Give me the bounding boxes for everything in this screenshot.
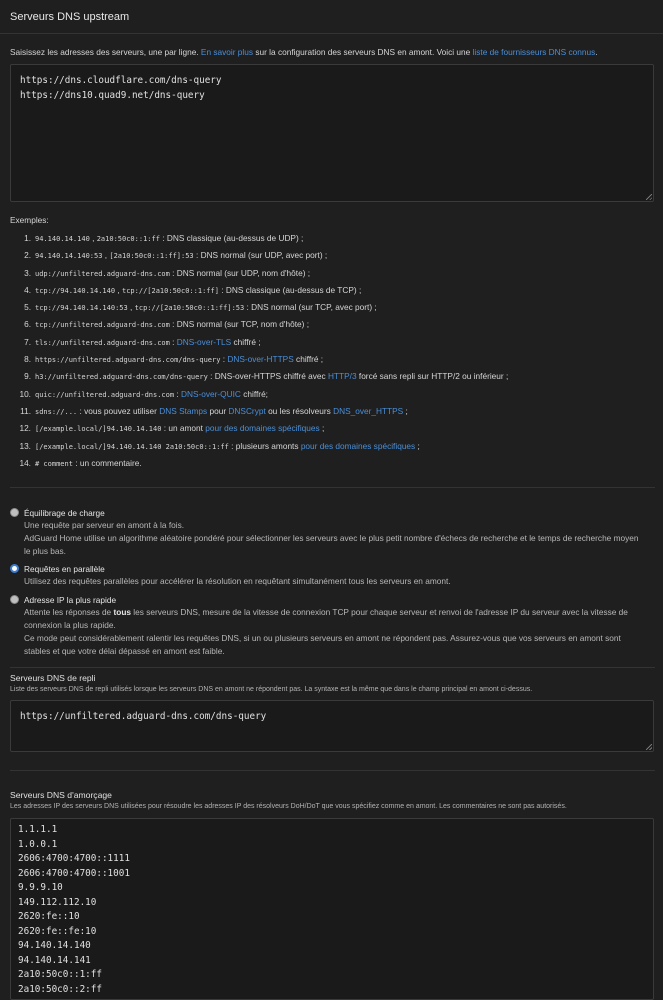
bootstrap-title: Serveurs DNS d'amorçage bbox=[10, 790, 112, 800]
example-code: tcp://[2a10:50c0::1:ff] bbox=[122, 286, 219, 295]
example-link[interactable]: HTTP/3 bbox=[327, 371, 357, 382]
examples-label: Exemples: bbox=[10, 215, 49, 225]
divider bbox=[10, 667, 655, 668]
example-code: # comment bbox=[35, 459, 73, 468]
fallback-lines bbox=[20, 709, 653, 724]
example-text: , bbox=[115, 284, 122, 295]
upstream-instructions bbox=[10, 47, 655, 57]
radio-label: Adresse IP la plus rapide bbox=[24, 595, 117, 605]
desc-text: Attente les réponses de bbox=[24, 607, 114, 617]
example-item bbox=[14, 230, 508, 247]
desc-line: Ce mode peut considérablement ralentir les requêtes DNS, si un ou plusieurs serveurs en amont ne répondent pas. Assurez-vous que vos serveurs en amont sont stables et que votre délai dépassé en amont est faible. bbox=[24, 633, 621, 656]
example-number: 1. bbox=[24, 233, 31, 243]
bootstrap-line: 2620:fe::10 bbox=[18, 911, 80, 922]
example-text: ; bbox=[415, 440, 420, 451]
fallback-servers-textarea[interactable] bbox=[10, 700, 654, 752]
desc-bold: tous bbox=[113, 607, 131, 617]
divider bbox=[10, 770, 655, 771]
example-item bbox=[14, 351, 508, 368]
example-code: udp://unfiltered.adguard-dns.com bbox=[35, 269, 170, 278]
fallback-title: Serveurs DNS de repli bbox=[10, 673, 96, 683]
example-link[interactable]: pour des domaines spécifiques bbox=[300, 440, 416, 451]
desc-line bbox=[24, 606, 646, 632]
example-text: : DNS normal (sur UDP, nom d'hôte) ; bbox=[169, 267, 311, 278]
example-number: 3. bbox=[24, 267, 31, 278]
radio-description bbox=[24, 606, 646, 658]
example-item bbox=[14, 368, 508, 385]
example-code: [/example.local/]94.140.14.140 bbox=[35, 425, 162, 434]
desc-line: Utilisez des requêtes parallèles pour accélérer la résolution en requêtant simultanément tous les serveurs en amont. bbox=[24, 576, 451, 586]
example-number: 6. bbox=[24, 319, 31, 330]
example-text: : bbox=[220, 354, 228, 365]
example-item bbox=[14, 282, 508, 299]
fallback-description: Liste des serveurs DNS de repli utilisés lorsque les serveurs DNS en amont ne répondent pas. La syntaxe est la même que dans le champ principal en amont ci-dessus. bbox=[10, 686, 533, 693]
example-text: pour bbox=[207, 405, 229, 416]
divider bbox=[10, 487, 655, 488]
example-text: chiffré ; bbox=[231, 336, 261, 347]
example-text: chiffré; bbox=[240, 388, 268, 399]
bootstrap-line: 2620:fe::fe:10 bbox=[18, 925, 97, 937]
bootstrap-line: 1.1.1.1 bbox=[18, 824, 58, 835]
radio-load-balance[interactable] bbox=[10, 508, 19, 517]
example-link[interactable]: DNS-over-TLS bbox=[176, 336, 232, 347]
example-item bbox=[14, 316, 508, 333]
radio-label: Équilibrage de charge bbox=[24, 508, 105, 518]
example-item bbox=[14, 438, 508, 455]
upstream-line: https://dns.cloudflare.com/dns-query bbox=[20, 75, 222, 86]
example-code: tls://unfiltered.adguard-dns.com bbox=[35, 338, 170, 347]
example-number: 12. bbox=[19, 423, 31, 434]
radio-description bbox=[24, 519, 646, 558]
example-link[interactable]: DNS Stamps bbox=[159, 405, 208, 416]
example-code: tcp://unfiltered.adguard-dns.com bbox=[35, 321, 170, 330]
example-item bbox=[14, 265, 508, 282]
example-text: ; bbox=[319, 423, 325, 434]
bootstrap-line: 2606:4700:4700::1111 bbox=[18, 853, 130, 864]
example-text: : DNS classique (au-dessus de TCP) ; bbox=[218, 284, 362, 295]
examples-list bbox=[14, 230, 508, 472]
example-code: https://unfiltered.adguard-dns.com/dns-query bbox=[35, 356, 221, 365]
bootstrap-line: 2a10:50c0::2:ff bbox=[18, 983, 102, 995]
example-text: : un amont bbox=[161, 423, 206, 434]
bootstrap-line: 2a10:50c0::1:ff bbox=[18, 969, 102, 980]
upstream-line: https://dns10.quad9.net/dns-query bbox=[20, 90, 205, 101]
example-number: 10. bbox=[19, 388, 31, 399]
example-link[interactable]: DNS-over-HTTPS bbox=[227, 354, 294, 365]
example-text: forcé sans repli sur HTTP/2 ou inférieur ; bbox=[356, 371, 509, 382]
example-number: 2. bbox=[24, 250, 31, 261]
example-text: ; bbox=[403, 405, 408, 416]
example-link[interactable]: pour des domaines spécifiques bbox=[205, 423, 320, 434]
upstream-lines bbox=[20, 73, 653, 103]
example-text: : DNS-over-HTTPS chiffré avec bbox=[207, 371, 328, 382]
example-code: 94.140.14.140 bbox=[35, 235, 90, 243]
example-item bbox=[14, 403, 508, 420]
bootstrap-line: 94.140.14.141 bbox=[18, 954, 91, 966]
example-code: h3://unfiltered.adguard-dns.com/dns-query bbox=[35, 373, 208, 382]
example-code: 2a10:50c0::1:ff bbox=[96, 235, 160, 243]
example-text: : vous pouvez utiliser bbox=[77, 405, 160, 416]
example-code: quic://unfiltered.adguard-dns.com bbox=[35, 390, 175, 399]
example-item bbox=[14, 334, 508, 351]
intro-text: . bbox=[595, 47, 598, 57]
example-text: : DNS classique (au-dessus de UDP) ; bbox=[159, 233, 304, 243]
bootstrap-line: 9.9.9.10 bbox=[18, 882, 63, 893]
example-item bbox=[14, 386, 508, 403]
desc-line: Une requête par serveur en amont à la fois. bbox=[24, 520, 185, 530]
example-text: : plusieurs amonts bbox=[228, 440, 301, 451]
page-title: Serveurs DNS upstream bbox=[10, 11, 130, 23]
example-text: : DNS normal (sur TCP, avec port) ; bbox=[244, 302, 377, 313]
example-code: tcp://94.140.14.140:53 bbox=[35, 304, 128, 313]
example-code: tcp://94.140.14.140 bbox=[35, 286, 116, 295]
example-item bbox=[14, 299, 508, 316]
example-text: : un commentaire. bbox=[72, 457, 142, 468]
example-text: : bbox=[174, 388, 181, 399]
example-text: , bbox=[127, 302, 135, 313]
example-code: tcp://[2a10:50c0::1:ff]:53 bbox=[134, 304, 245, 313]
desc-line: AdGuard Home utilise un algorithme aléatoire pondéré pour sélectionner les serveurs avec le plus petit nombre d'échecs de recherche et le temps de recherche moyen le plus bas. bbox=[24, 533, 639, 556]
example-number: 8. bbox=[24, 354, 31, 365]
upstream-servers-textarea[interactable] bbox=[10, 64, 654, 202]
example-text: , bbox=[102, 250, 110, 261]
example-link[interactable]: DNS-over-QUIC bbox=[181, 388, 241, 399]
example-number: 4. bbox=[24, 284, 31, 295]
bootstrap-servers-textarea[interactable] bbox=[10, 818, 654, 1000]
bootstrap-line: 149.112.112.10 bbox=[18, 896, 97, 908]
example-link[interactable]: DNSCrypt bbox=[228, 405, 266, 416]
intro-text: Saisissez les adresses des serveurs, une par ligne. bbox=[10, 47, 201, 57]
bootstrap-line: 94.140.14.140 bbox=[18, 940, 91, 951]
example-number: 14. bbox=[19, 457, 31, 468]
bootstrap-lines bbox=[18, 823, 653, 997]
example-number: 5. bbox=[24, 302, 31, 313]
resize-handle-icon[interactable] bbox=[646, 194, 652, 200]
example-text: , bbox=[89, 233, 97, 243]
example-item bbox=[14, 420, 508, 437]
fallback-line: https://unfiltered.adguard-dns.com/dns-query bbox=[20, 711, 267, 722]
example-number: 11. bbox=[20, 405, 31, 416]
example-text: : DNS normal (sur UDP, avec port) ; bbox=[193, 250, 328, 261]
learn-more-link[interactable]: En savoir plus bbox=[200, 47, 254, 57]
example-number: 13. bbox=[19, 440, 31, 451]
example-link[interactable]: DNS_over_HTTPS bbox=[333, 405, 404, 416]
example-code: sdns://... bbox=[35, 407, 78, 416]
example-code: 94.140.14.140:53 bbox=[35, 252, 103, 261]
example-code: [/example.local/]94.140.14.140 2a10:50c0::1:ff bbox=[35, 442, 229, 451]
known-providers-link[interactable]: liste de fournisseurs DNS connus bbox=[472, 47, 596, 57]
example-text: : bbox=[169, 336, 177, 347]
example-text: chiffré ; bbox=[293, 354, 324, 365]
example-item bbox=[14, 247, 508, 264]
bootstrap-line: 1.0.0.1 bbox=[18, 838, 58, 850]
example-text: : DNS normal (sur TCP, nom d'hôte) ; bbox=[169, 319, 310, 330]
resize-handle-icon[interactable] bbox=[646, 744, 652, 750]
bootstrap-description: Les adresses IP des serveurs DNS utilisées pour résoudre les adresses IP des résolveurs DoH/DoT que vous spécifiez comme en amont. Les commentaires ne sont pas autorisés. bbox=[10, 803, 567, 810]
intro-text: sur la configuration des serveurs DNS en amont. Voici une bbox=[253, 47, 473, 57]
radio-description bbox=[24, 575, 646, 588]
example-item bbox=[14, 455, 508, 472]
example-text: ou les résolveurs bbox=[265, 405, 334, 416]
radio-parallel[interactable] bbox=[10, 564, 19, 573]
section-header bbox=[0, 0, 663, 34]
radio-label: Requêtes en parallèle bbox=[24, 564, 105, 574]
example-number: 7. bbox=[24, 336, 31, 347]
radio-fastest-ip[interactable] bbox=[10, 595, 19, 604]
example-code: [2a10:50c0::1:ff]:53 bbox=[109, 252, 194, 261]
desc-text: les serveurs DNS, mesure de la vitesse de connexion TCP pour chaque serveur et renvoi de l'adresse IP du serveur avec la vitesse de connexion la plus rapide. bbox=[24, 607, 628, 630]
example-number: 9. bbox=[24, 371, 31, 382]
bootstrap-line: 2606:4700:4700::1001 bbox=[18, 867, 130, 879]
